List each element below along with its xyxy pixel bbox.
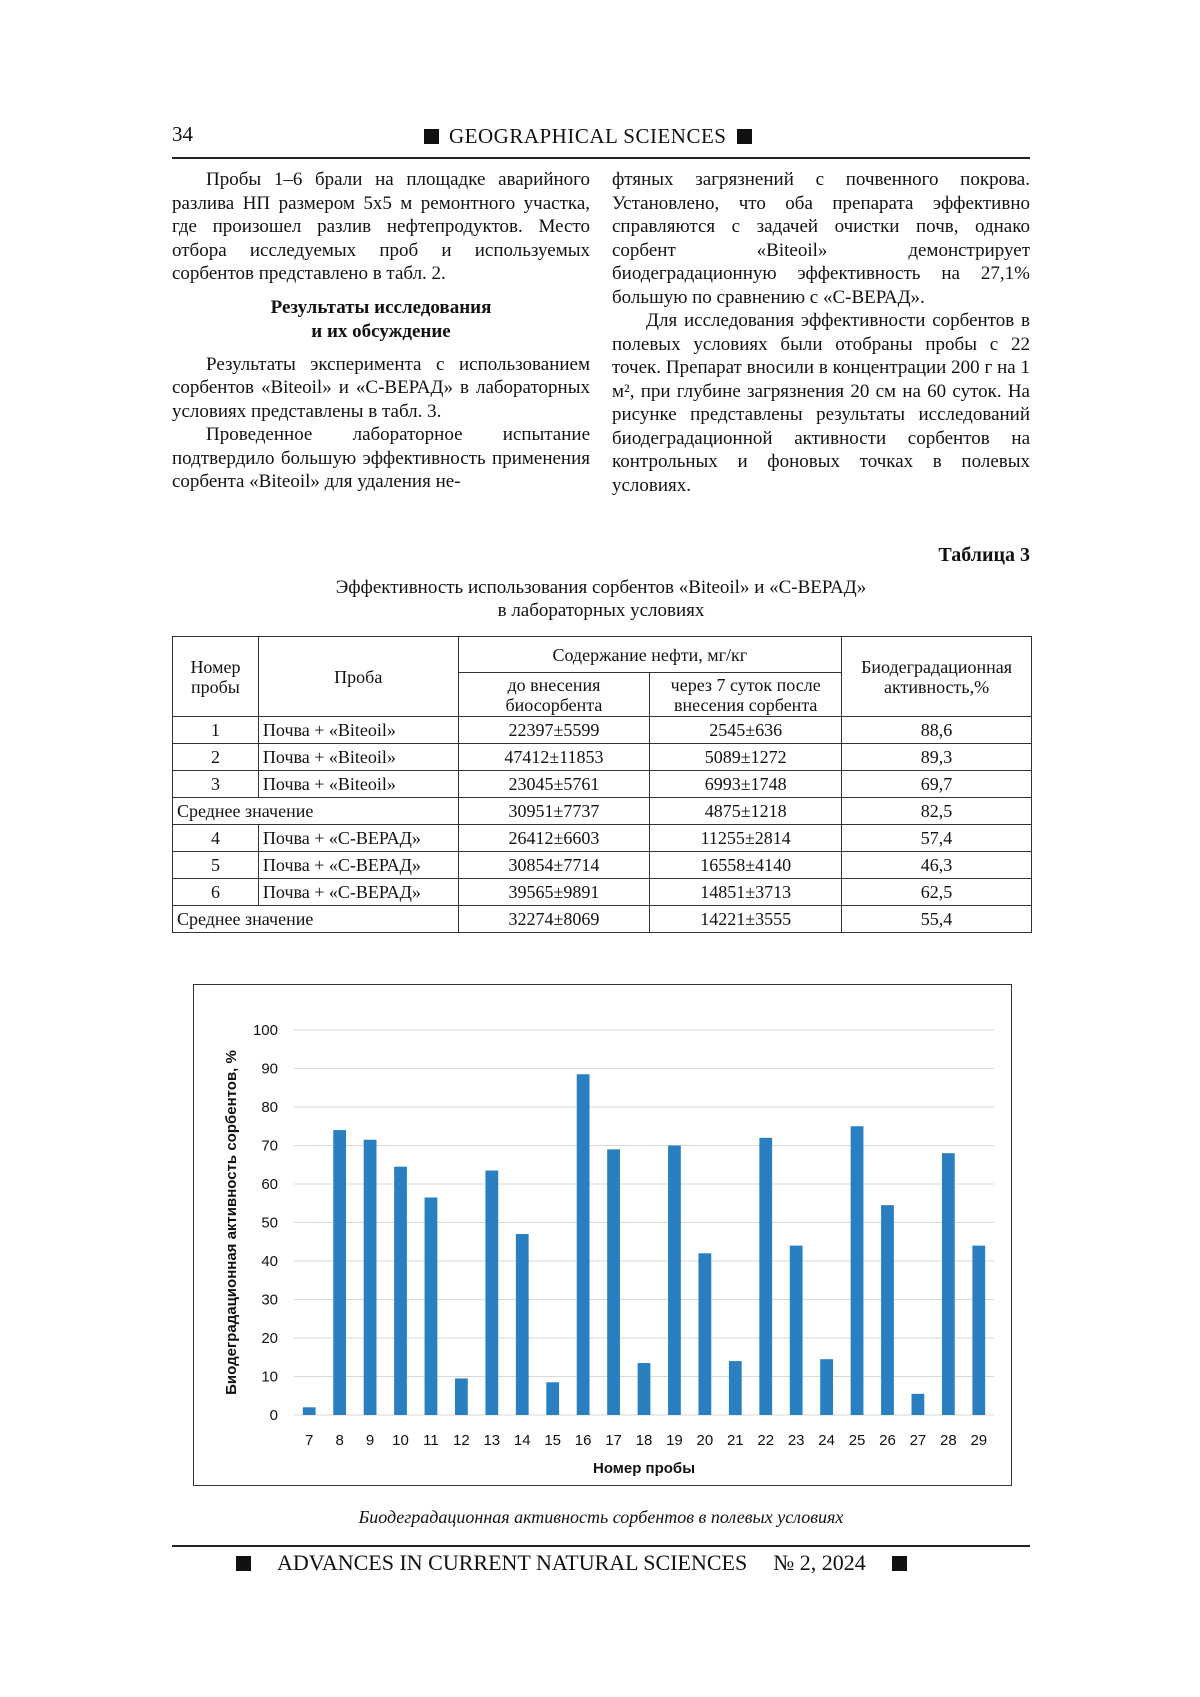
- table-row: [173, 879, 1032, 906]
- before-cell: 30854±7714: [458, 852, 650, 879]
- y-tick-label: 40: [261, 1253, 278, 1270]
- bar: [820, 1359, 833, 1415]
- page-header: [172, 120, 1030, 160]
- after-cell: 16558±4140: [650, 852, 842, 879]
- activity-cell: 89,3: [842, 744, 1032, 771]
- table-row: [173, 771, 1032, 798]
- y-axis-title: Биодеградационная активность сорбентов, %: [223, 1050, 240, 1395]
- table-label: Таблица 3: [938, 544, 1030, 566]
- square-bullet-icon: [892, 1556, 907, 1571]
- table-row: [173, 825, 1032, 852]
- bar: [851, 1126, 864, 1415]
- square-bullet-icon: [236, 1556, 251, 1571]
- after-cell: 11255±2814: [650, 825, 842, 852]
- square-bullet-icon: [737, 129, 752, 144]
- journal-section-title: GEOGRAPHICAL SCIENCES: [449, 124, 727, 148]
- activity-cell: 62,5: [842, 879, 1032, 906]
- y-tick-label: 60: [261, 1176, 278, 1193]
- bar: [881, 1205, 894, 1415]
- sample-cell: Почва + «С-ВЕРАД»: [258, 825, 458, 852]
- sample-number-cell: 3: [173, 771, 259, 798]
- results-table: [172, 636, 1032, 933]
- table-body: [173, 717, 1032, 933]
- activity-cell: 88,6: [842, 717, 1032, 744]
- table-title-line: Эффективность использования сорбентов «Biteoil» и «С-ВЕРАД»: [335, 577, 867, 598]
- table-title-line: в лабораторных условиях: [497, 600, 705, 621]
- x-tick-label: 26: [879, 1432, 896, 1449]
- y-tick-label: 70: [261, 1137, 278, 1155]
- before-cell: 26412±6603: [458, 825, 650, 852]
- bar: [912, 1394, 925, 1415]
- sample-number-cell: 6: [173, 879, 259, 906]
- x-tick-label: 29: [970, 1432, 988, 1449]
- bar: [668, 1146, 681, 1416]
- header-rule: [172, 157, 1030, 159]
- footer-rule: [172, 1545, 1030, 1547]
- figure-caption: Биодеградационная активность сорбентов в полевых условиях: [358, 1507, 844, 1527]
- bar: [516, 1234, 529, 1415]
- activity-cell: 82,5: [842, 798, 1032, 825]
- bar: [546, 1382, 559, 1415]
- sample-number-cell: 4: [173, 825, 259, 852]
- x-tick-label: 10: [392, 1432, 409, 1449]
- x-tick-label: 13: [483, 1432, 501, 1449]
- journal-section-header: [424, 124, 752, 149]
- x-tick-label: 19: [666, 1432, 683, 1449]
- bar: [303, 1407, 316, 1415]
- x-tick-label: 21: [726, 1432, 744, 1449]
- x-tick-label: 25: [848, 1432, 866, 1449]
- y-tick-label: 100: [252, 1022, 278, 1039]
- bar: [485, 1171, 498, 1415]
- activity-cell: 57,4: [842, 825, 1032, 852]
- before-cell: 32274±8069: [458, 906, 650, 933]
- header-after: через 7 суток после внесения сорбента: [650, 673, 842, 717]
- page-number: 34: [172, 122, 193, 146]
- sample-number-cell: 2: [173, 744, 259, 771]
- section-title-line: и их обсуждение: [311, 320, 451, 342]
- y-tick-label: 90: [261, 1060, 278, 1078]
- paragraph: Пробы 1–6 брали на площадке аварийного разлива НП размером 5х5 м ремонтного участка, где произошел разлив нефтепродуктов. Место отбора исследуемых проб и используемых сорбентов представлено в табл. 2.: [172, 169, 590, 284]
- sample-cell: Почва + «Biteoil»: [258, 744, 458, 771]
- table-row: [173, 852, 1032, 879]
- header-before: до внесения биосорбента: [458, 673, 650, 717]
- square-bullet-icon: [424, 129, 439, 144]
- after-cell: 4875±1218: [650, 798, 842, 825]
- table-row: [173, 906, 1032, 933]
- bar: [942, 1153, 955, 1415]
- bar: [364, 1140, 377, 1415]
- chart-svg: [194, 985, 1011, 1485]
- right-column: [612, 168, 1030, 497]
- y-tick-label: 30: [261, 1291, 278, 1309]
- after-cell: 5089±1272: [650, 744, 842, 771]
- after-cell: 6993±1748: [650, 771, 842, 798]
- x-tick-label: 7: [305, 1432, 314, 1449]
- activity-cell: 55,4: [842, 906, 1032, 933]
- section-title-line: Результаты исследования: [270, 296, 492, 318]
- x-tick-label: 9: [365, 1432, 375, 1449]
- bar-chart: [193, 984, 1012, 1486]
- x-tick-label: 24: [818, 1432, 835, 1449]
- table-row: [173, 717, 1032, 744]
- x-tick-label: 16: [574, 1432, 592, 1449]
- header-oil-content: Содержание нефти, мг/кг: [458, 637, 841, 673]
- before-cell: 23045±5761: [458, 771, 650, 798]
- x-tick-label: 15: [544, 1432, 562, 1449]
- x-tick-label: 22: [757, 1432, 775, 1449]
- bar: [425, 1197, 438, 1415]
- sample-cell: Почва + «С-ВЕРАД»: [258, 852, 458, 879]
- x-tick-label: 11: [423, 1432, 439, 1449]
- x-tick-label: 28: [940, 1432, 957, 1449]
- y-tick-label: 20: [261, 1330, 278, 1347]
- after-cell: 14851±3713: [650, 879, 842, 906]
- bar: [577, 1074, 590, 1415]
- section-title: [172, 296, 590, 344]
- header-activity: Биодеградационная активность,%: [842, 637, 1032, 717]
- bar: [455, 1378, 468, 1415]
- bar: [759, 1138, 772, 1415]
- x-tick-label: 27: [909, 1432, 927, 1449]
- before-cell: 39565±9891: [458, 879, 650, 906]
- bar: [394, 1167, 407, 1415]
- x-tick-label: 8: [335, 1432, 344, 1449]
- table-row: [173, 798, 1032, 825]
- page-footer: [236, 1550, 907, 1576]
- y-tick-label: 80: [261, 1099, 278, 1116]
- paragraph: Для исследования эффективности сорбентов в полевых условиях были отобраны пробы с 22 точек. Препарат вносили в концентрации 200 г на 1 м², при глубине загрязнения 20 см на 60 суток. На рисунке представлены результаты исследований биодеградационной активности сорбентов на контрольных и фоновых точках в полевых условиях.: [612, 310, 1030, 496]
- after-cell: 14221±3555: [650, 906, 842, 933]
- paragraph: Проведенное лабораторное испытание подтвердило большую эффективность применения сорбента «Biteoil» для удаления не-: [172, 424, 590, 492]
- bar: [729, 1361, 742, 1415]
- left-column: [172, 168, 590, 494]
- bar: [333, 1130, 346, 1415]
- x-tick-label: 18: [635, 1432, 653, 1449]
- bar: [638, 1363, 651, 1415]
- mean-label-cell: Среднее значение: [173, 906, 459, 933]
- before-cell: 47412±11853: [458, 744, 650, 771]
- table-title: [172, 576, 1030, 622]
- sample-number-cell: 1: [173, 717, 259, 744]
- issue-number: № 2, 2024: [773, 1550, 866, 1575]
- paragraph: Результаты эксперимента с использованием сорбентов «Biteoil» и «С-ВЕРАД» в лабораторных условиях представлены в табл. 3.: [172, 353, 590, 422]
- before-cell: 22397±5599: [458, 717, 650, 744]
- sample-cell: Почва + «С-ВЕРАД»: [258, 879, 458, 906]
- y-tick-label: 10: [261, 1368, 278, 1386]
- bar: [972, 1246, 985, 1415]
- journal-name: ADVANCES IN CURRENT NATURAL SCIENCES: [277, 1550, 748, 1575]
- x-axis-title: Номер пробы: [592, 1460, 696, 1477]
- bar: [698, 1253, 711, 1415]
- after-cell: 2545±636: [650, 717, 842, 744]
- before-cell: 30951±7737: [458, 798, 650, 825]
- bar: [607, 1149, 620, 1415]
- sample-number-cell: 5: [173, 852, 259, 879]
- sample-cell: Почва + «Biteoil»: [258, 771, 458, 798]
- header-sample-number: Номер пробы: [173, 637, 259, 717]
- header-sample: Проба: [258, 637, 458, 717]
- bar: [790, 1246, 803, 1415]
- paragraph: фтяных загрязнений с почвенного покрова. Установлено, что оба препарата эффективно справляются с задачей очистки почв, однако сорбент «Biteoil» демонстрирует биодеградационную эффективность на 27,1% большую по сравнению с «С-ВЕРАД».: [612, 169, 1030, 308]
- sample-cell: Почва + «Biteoil»: [258, 717, 458, 744]
- mean-label-cell: Среднее значение: [173, 798, 459, 825]
- activity-cell: 69,7: [842, 771, 1032, 798]
- x-tick-label: 20: [696, 1432, 714, 1449]
- activity-cell: 46,3: [842, 852, 1032, 879]
- x-tick-label: 23: [787, 1432, 805, 1449]
- y-tick-label: 50: [261, 1214, 278, 1232]
- y-tick-label: 0: [269, 1407, 278, 1424]
- x-tick-label: 12: [453, 1432, 470, 1449]
- x-tick-label: 14: [513, 1432, 531, 1449]
- table-row: [173, 744, 1032, 771]
- x-tick-label: 17: [605, 1432, 622, 1449]
